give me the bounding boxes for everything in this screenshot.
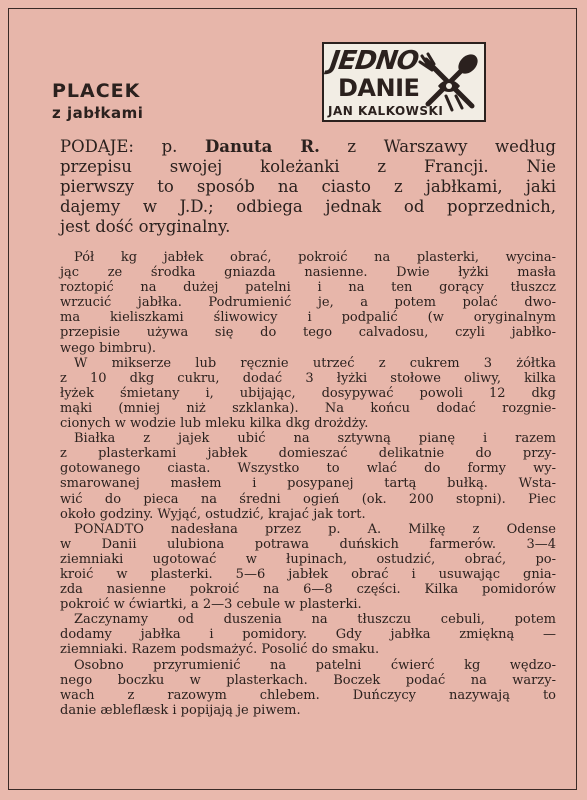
paragraph-bacon: [60, 658, 556, 718]
text-line: smarowanej masłem i posypanej tartą bułką. Wsta-: [60, 476, 556, 492]
text-line: Pół kg jabłek obrać, pokroić na plasterki, wycina-: [74, 250, 556, 265]
text-line: mąki (mniej niż szklanka). Na końcu dodać rozgnie-: [60, 400, 556, 416]
text-line: Białka z jajek ubić na sztywną pianę i razem: [74, 431, 556, 447]
recipe-subtitle: z jabłkami: [52, 104, 144, 122]
paragraph-baking: [60, 431, 556, 522]
intro-line: przepisu swojej koleżanki z Francji. Nie: [60, 157, 556, 176]
text-line: roztopić na dużej patelni i na ten gorący tłuszcz: [60, 280, 556, 296]
logo-line2: DANIE: [338, 74, 420, 102]
text-line: wić do pieca na średni ogień (ok. 200 stopni). Piec: [60, 491, 556, 507]
text-line: Zaczynamy od duszenia na tłuszczu cebuli, potem: [74, 612, 556, 628]
paragraph-apples: [60, 250, 556, 356]
column-logo: [322, 42, 486, 122]
intro-line: pierwszy to sposób na ciasto z jabłkami, jaki: [60, 177, 556, 196]
text-line: W mikserze lub ręcznie utrzeć z cukrem 3 żółtka: [74, 355, 556, 371]
text-line: zda nasienne pokroić na 6—8 części. Kilka pomidorów: [60, 582, 556, 598]
text-line: z 10 dkg cukru, dodać 3 łyżki stołowe oliwy, kilka: [60, 370, 556, 386]
text-line: PONADTO nadesłana przez p. A. Milkę z Odense: [74, 521, 556, 537]
text-line: ziemniaki. Razem podsmażyć. Posolić do smaku.: [60, 642, 380, 658]
intro-line: dajemy w J.D.; odbiega jednak od poprzednich,: [60, 197, 556, 216]
text-line: gotowanego ciasta. Wszystko to wlać do formy wy-: [60, 461, 556, 477]
logo-line1: JEDNO: [327, 46, 420, 76]
text-line: Osobno przyrumienić na patelni ćwierć kg wędzo-: [74, 657, 556, 673]
paragraph-dough: [60, 356, 556, 431]
text-line: kroić w plasterki. 5—6 jabłek obrać i usuwając gnia-: [60, 566, 556, 582]
text-line: wego bimbru).: [60, 340, 157, 356]
paragraph-danish-dish: [60, 522, 556, 613]
paragraph-frying: [60, 612, 556, 657]
text-line: ma kieliszkami śliwowicy i podpalić (w oryginalnym: [60, 310, 556, 326]
intro-paragraph: [60, 137, 556, 237]
text-line: łyżek śmietany i, ubijając, dosypywać powoli 12 dkg: [60, 385, 556, 401]
text-line: około godziny. Wyjąć, ostudzić, krajać jak tort.: [60, 506, 366, 522]
text-line: nego boczku w plasterkach. Boczek podać na warzy-: [60, 672, 556, 688]
intro-lead: PODAJE: p.: [60, 137, 205, 156]
contributor-name: Danuta R.: [204, 137, 320, 156]
text-line: danie æbleflæsk i popijają je piwem.: [60, 702, 301, 718]
text-line: wrzucić jabłka. Podrumienić je, a potem polać dwo-: [60, 295, 556, 311]
fork-spoon-illustration-icon: [418, 52, 480, 114]
text-line: przepisie używa się do tego calvadosu, czyli jabłko-: [60, 325, 556, 341]
text-line: pokroić w ćwiartki, a 2—3 cebule w plasterki.: [60, 597, 362, 613]
text-line: z plasterkami jabłek domieszać delikatnie do przy-: [60, 446, 556, 462]
text-line: jąc ze środka gniazda nasienne. Dwie łyżki masła: [60, 265, 556, 281]
logo-author: JAN KALKOWSKI: [328, 104, 444, 118]
text-line: cionych w wodzie lub mleku kilka dkg drożdży.: [60, 416, 369, 432]
text-line: ziemniaki ugotować w łupinach, ostudzić, obrać, po-: [60, 551, 556, 567]
intro-line-0-rest: z Warszawy według: [319, 137, 556, 156]
text-line: dodamy jabłka i pomidory. Gdy jabłka zmiękną —: [60, 627, 556, 643]
recipe-body: [60, 250, 556, 718]
text-line: w Danii ulubiona potrawa duńskich farmerów. 3—4: [60, 536, 556, 552]
text-line: wach z razowym chlebem. Duńczycy nazywają to: [60, 687, 556, 703]
intro-line: jest dość oryginalny.: [60, 217, 231, 236]
recipe-title: PLACEK: [52, 80, 141, 102]
recipe-heading: [52, 80, 143, 124]
